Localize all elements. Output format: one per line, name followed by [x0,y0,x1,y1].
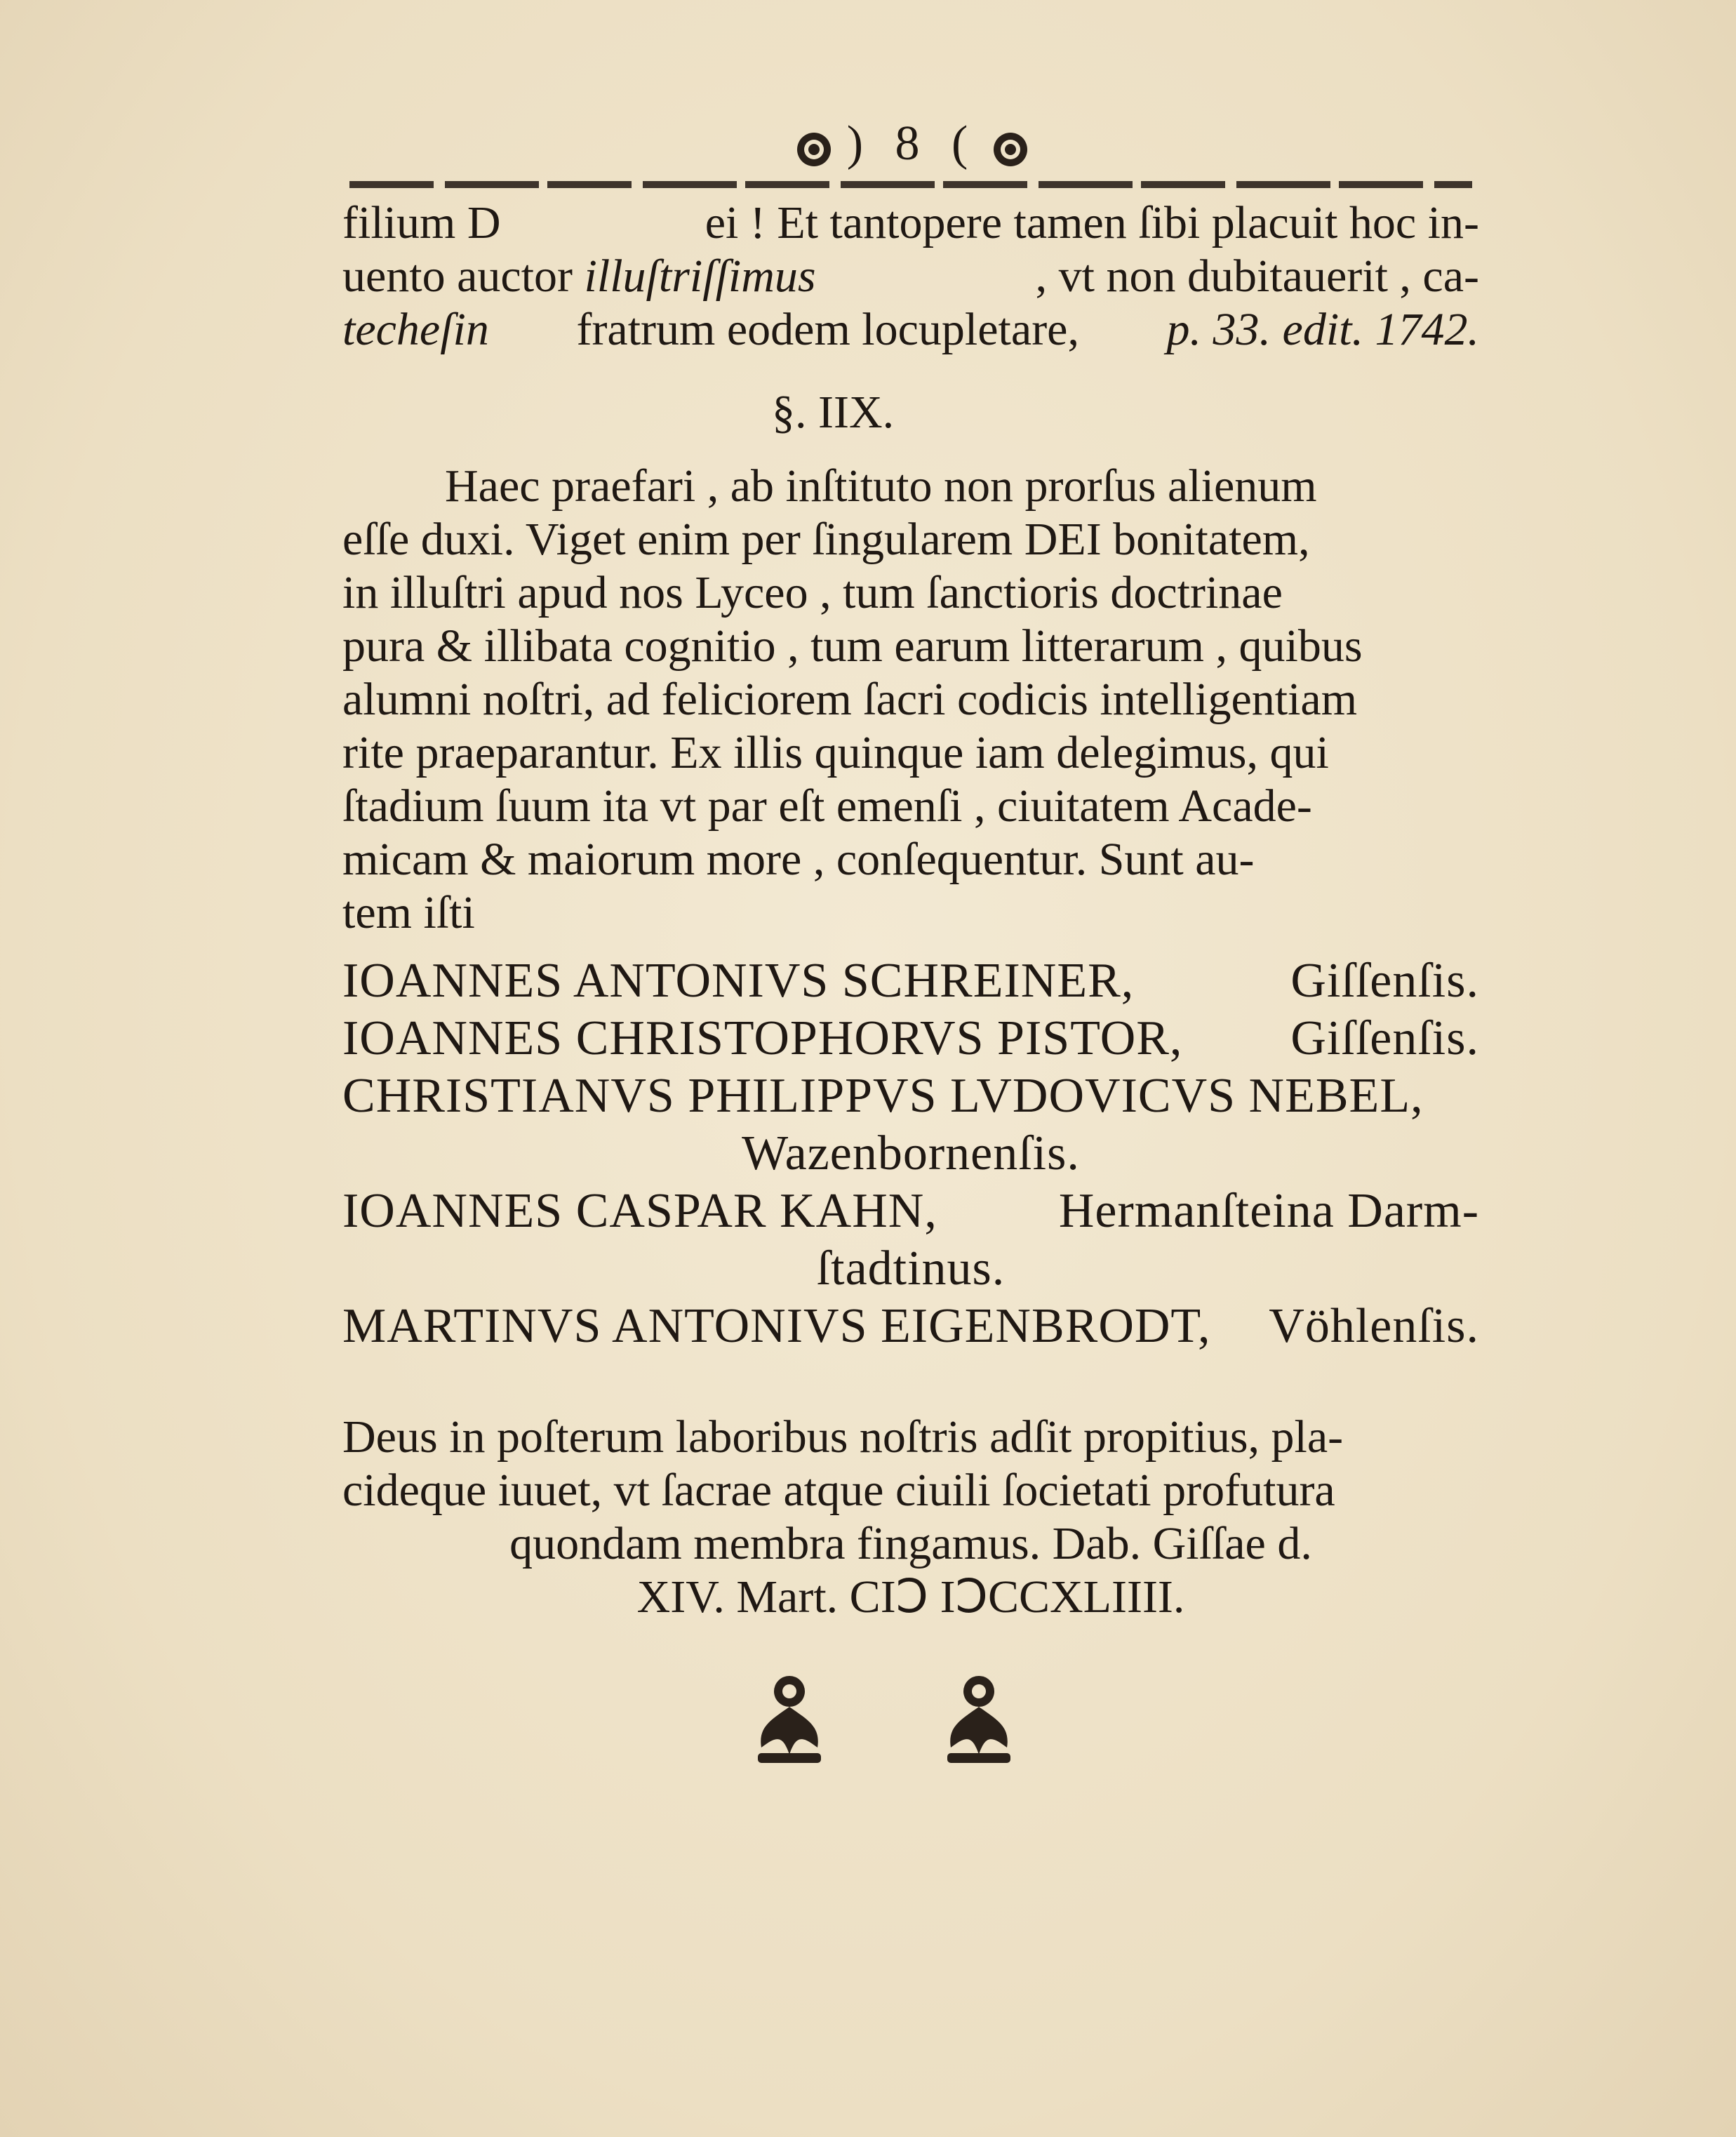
text-line: ſtadium ſuum ita vt par eſt emenſi , ciuitatem Acade- [342,780,1312,832]
closing-paragraph [342,1411,1479,1624]
text-line: filium D ei ! Et tantopere tamen ſibi placuit hoc in- [342,197,1479,248]
student-list [342,954,1479,1357]
text-line: Haec praefari , ab inſtituto non prorſus alienum [445,460,1317,512]
student-entry: IOANNES ANTONIVS SCHREINER, Giſſenſis. [342,954,1479,1008]
text-line: Deus in poſterum laboribus noſtris adſit propitius, pla- [342,1411,1344,1463]
rosette-ornament-icon [991,125,1029,163]
paragraph-continued [342,197,1479,357]
ornament-row [744,1670,1024,1769]
student-entry: IOANNES CHRISTOPHORVS PISTOR, Giſſenſis. [342,1011,1479,1065]
floral-vignette-icon [933,1670,1024,1769]
student-entry: IOANNES CASPAR KAHN, Hermanſteina Darm- [342,1184,1479,1238]
date-line: XIV. Mart. CIↃ IↃCCXLIIII. [636,1571,1185,1623]
student-origin: Wazenbornenſis. [742,1126,1080,1180]
paragraph-main [342,460,1479,940]
text-line: quondam membra fingamus. Dab. Giſſae d. [509,1518,1312,1569]
text-line: uento auctor illuſtriſſimus , vt non dubitauerit , ca- [342,251,1479,302]
student-origin: ſtadtinus. [816,1241,1006,1296]
section-heading: §. IIX. [772,387,895,438]
text-line: rite praeparantur. Ex illis quinque iam delegimus, qui [342,727,1329,778]
text-line: cideque iuuet, vt ſacrae atque ciuili ſocietati profutura [342,1465,1335,1516]
rosette-ornament-icon [795,125,833,163]
student-entry: CHRISTIANVS PHILIPPVS LVDOVICVS NEBEL, [342,1069,1424,1123]
text-line: in illuſtri apud nos Lyceo , tum ſanctioris doctrinae [342,567,1283,618]
text-line: pura & illibata cognitio , tum earum litterarum , quibus [342,620,1363,672]
page-number: ) 8 ( [846,116,978,171]
floral-vignette-icon [744,1670,835,1769]
student-entry: MARTINVS ANTONIVS EIGENBRODT, Vöhlenſis. [342,1299,1479,1353]
page-header [737,112,1088,175]
text-line: eſſe duxi. Viget enim per ſingularem DEI bonitatem, [342,514,1310,565]
text-line: tem iſti [342,887,475,938]
header-rule [349,181,1472,188]
text-line: micam & maiorum more , conſequentur. Sunt au- [342,834,1255,885]
text-line: techeſin fratrum eodem locupletare, p. 33. edit. 1742. [342,304,1479,355]
text-line: alumni noſtri, ad feliciorem ſacri codicis intelligentiam [342,674,1358,725]
